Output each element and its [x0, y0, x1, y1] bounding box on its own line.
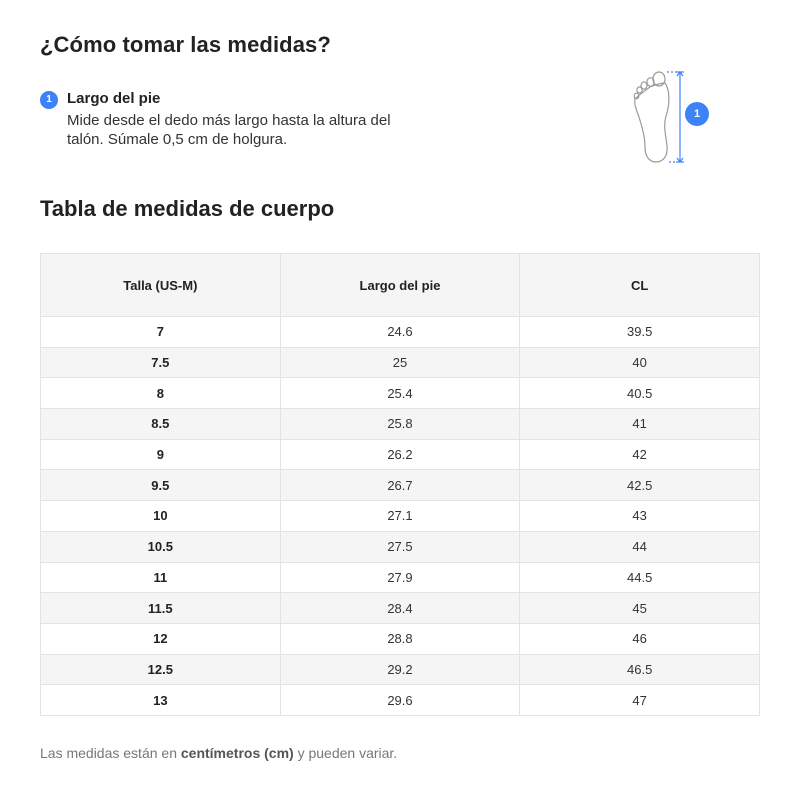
foot-length-cell: 25.4	[280, 378, 520, 409]
size-cell: 12	[41, 623, 281, 654]
size-cell: 12.5	[41, 654, 281, 685]
foot-length-cell: 27.5	[280, 531, 520, 562]
table-row	[41, 317, 760, 348]
table-row	[41, 654, 760, 685]
size-table	[40, 253, 760, 716]
table-row	[41, 593, 760, 624]
units-footnote	[40, 745, 397, 761]
foot-length-cell: 25	[280, 347, 520, 378]
foot-length-cell: 24.6	[280, 317, 520, 348]
table-row	[41, 623, 760, 654]
header-cl: CL	[520, 254, 760, 317]
table-row	[41, 378, 760, 409]
table-header-row	[41, 254, 760, 317]
size-cell: 8	[41, 378, 281, 409]
foot-length-cell: 26.7	[280, 470, 520, 501]
table-row	[41, 470, 760, 501]
footnote-text-after: y pueden variar.	[293, 745, 398, 761]
foot-length-cell: 27.1	[280, 501, 520, 532]
size-cell: 8.5	[41, 409, 281, 440]
foot-length-cell: 28.4	[280, 593, 520, 624]
size-cell: 9.5	[41, 470, 281, 501]
size-cell: 7.5	[41, 347, 281, 378]
table-row	[41, 685, 760, 716]
size-cell: 10.5	[41, 531, 281, 562]
figure-number-badge: 1	[685, 102, 709, 126]
table-row	[41, 409, 760, 440]
page-title: ¿Cómo tomar las medidas?	[40, 32, 331, 57]
size-cell: 10	[41, 501, 281, 532]
foot-length-cell: 26.2	[280, 439, 520, 470]
header-size: Talla (US-M)	[41, 254, 281, 317]
foot-outline-icon	[630, 66, 690, 166]
table-row	[41, 347, 760, 378]
size-cell: 13	[41, 685, 281, 716]
foot-length-illustration	[630, 66, 690, 171]
cl-cell: 44	[520, 531, 760, 562]
table-row	[41, 531, 760, 562]
foot-length-cell: 27.9	[280, 562, 520, 593]
size-table-title: Tabla de medidas de cuerpo	[40, 196, 335, 221]
foot-length-cell: 29.2	[280, 654, 520, 685]
step-description: Mide desde el dedo más largo hasta la altura del talón. Súmale 0,5 cm de holgura.	[67, 112, 391, 148]
size-cell: 9	[41, 439, 281, 470]
cl-cell: 46.5	[520, 654, 760, 685]
cl-cell: 40	[520, 347, 760, 378]
cl-cell: 42	[520, 439, 760, 470]
cl-cell: 46	[520, 623, 760, 654]
table-row	[41, 439, 760, 470]
cl-cell: 43	[520, 501, 760, 532]
step-number-badge: 1	[40, 91, 58, 109]
cl-cell: 47	[520, 685, 760, 716]
cl-cell: 39.5	[520, 317, 760, 348]
cl-cell: 42.5	[520, 470, 760, 501]
header-foot-length: Largo del pie	[280, 254, 520, 317]
size-cell: 7	[41, 317, 281, 348]
table-row	[41, 501, 760, 532]
cl-cell: 45	[520, 593, 760, 624]
foot-length-cell: 25.8	[280, 409, 520, 440]
size-cell: 11.5	[41, 593, 281, 624]
cl-cell: 44.5	[520, 562, 760, 593]
cl-cell: 40.5	[520, 378, 760, 409]
footnote-text-before: Las medidas están en	[40, 745, 181, 761]
cl-cell: 41	[520, 409, 760, 440]
step-title: Largo del pie	[67, 90, 161, 107]
table-row	[41, 562, 760, 593]
foot-length-cell: 28.8	[280, 623, 520, 654]
footnote-units-emphasis: centímetros (cm)	[180, 745, 294, 761]
size-cell: 11	[41, 562, 281, 593]
foot-length-cell: 29.6	[280, 685, 520, 716]
